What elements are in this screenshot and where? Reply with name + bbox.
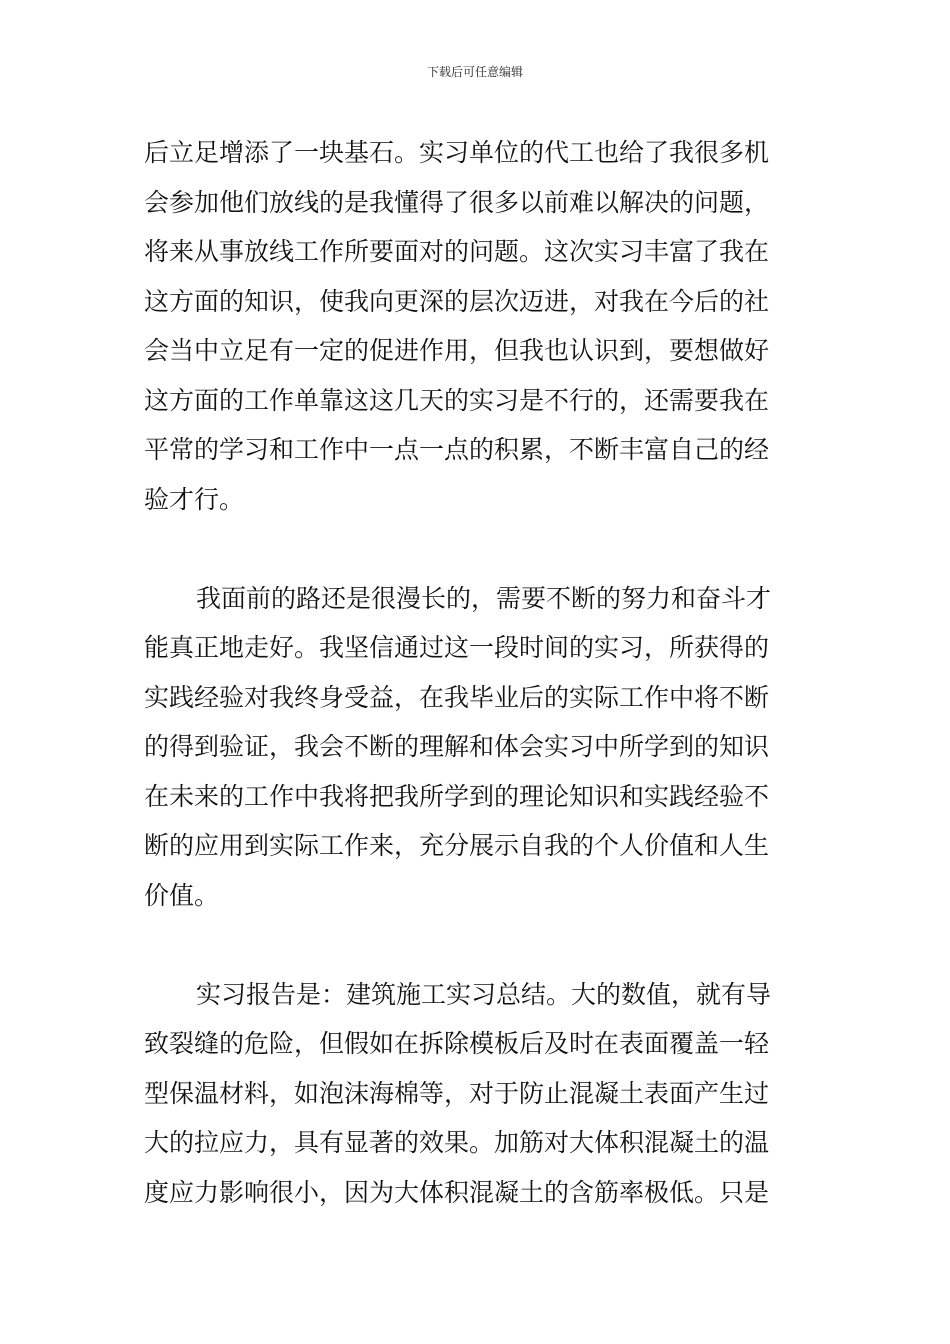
text-line: 致裂缝的危险，但假如在拆除模板后及时在表面覆盖一轻 bbox=[144, 1029, 770, 1058]
text-line: 大的拉应力，具有显著的效果。加筋对大体积混凝土的温 bbox=[144, 1128, 770, 1157]
text-line: 价值。 bbox=[144, 880, 220, 910]
text-line: 在未来的工作中我将把我所学到的理论知识和实践经验不 bbox=[144, 781, 770, 811]
text-line: 度应力影响很小，因为大体积混凝土的含筋率极低。只是 bbox=[144, 1177, 770, 1207]
text-line: 能真正地走好。我坚信通过这一段时间的实习，所获得的 bbox=[144, 633, 770, 662]
text-line: 会当中立足有一定的促进作用，但我也认识到，要想做好 bbox=[144, 336, 770, 365]
page-header: 下载后可任意编辑 bbox=[426, 65, 523, 79]
paragraph-3 bbox=[144, 970, 808, 1218]
text-line: 平常的学习和工作中一点一点的积累，不断丰富自己的经 bbox=[144, 435, 770, 464]
text-line: 将来从事放线工作所要面对的问题。这次实习丰富了我在 bbox=[144, 237, 770, 266]
text-line: 这方面的工作单靠这这几天的实习是不行的，还需要我在 bbox=[144, 385, 770, 415]
text-line: 这方面的知识，使我向更深的层次迈进，对我在今后的社 bbox=[144, 286, 770, 316]
text-line: 验才行。 bbox=[144, 484, 245, 514]
paragraph-2 bbox=[144, 574, 808, 921]
paragraph-spacer bbox=[144, 920, 808, 970]
paragraph-1 bbox=[144, 128, 808, 524]
text-line: 断的应用到实际工作来，充分展示自我的个人价值和人生 bbox=[144, 831, 770, 860]
text-line: 我面前的路还是很漫长的，需要不断的努力和奋斗才 bbox=[196, 583, 772, 613]
text-line: 会参加他们放线的是我懂得了很多以前难以解决的问题， bbox=[144, 187, 770, 217]
text-line: 实践经验对我终身受益，在我毕业后的实际工作中将不断 bbox=[144, 682, 770, 712]
document-body bbox=[144, 128, 808, 1217]
text-line: 的得到验证，我会不断的理解和体会实习中所学到的知识 bbox=[144, 732, 770, 761]
text-line: 型保温材料，如泡沫海棉等，对于防止混凝土表面产生过 bbox=[144, 1078, 770, 1108]
paragraph-spacer bbox=[144, 524, 808, 574]
text-line: 实习报告是：建筑施工实习总结。大的数值，就有导 bbox=[196, 979, 772, 1009]
text-line: 后立足增添了一块基石。实习单位的代工也给了我很多机 bbox=[144, 138, 770, 167]
